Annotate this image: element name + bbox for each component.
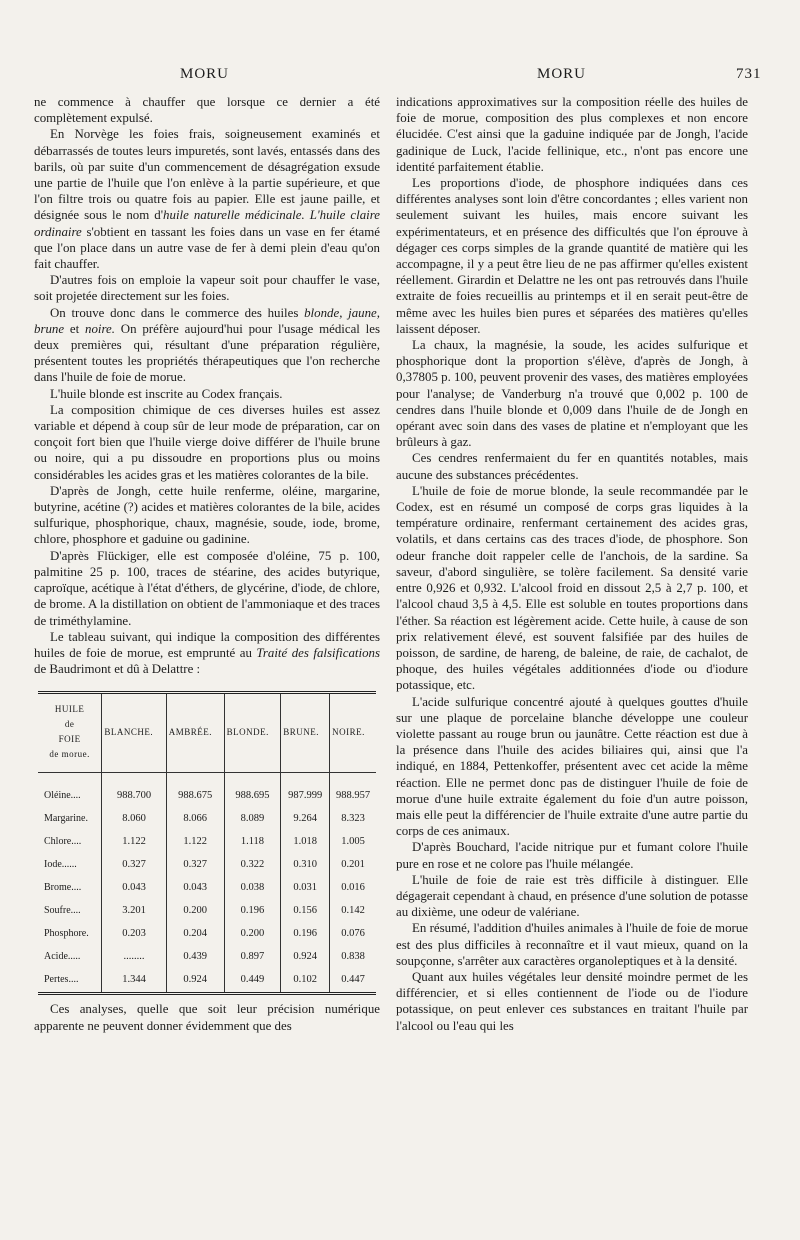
table-cell: 0.076 <box>341 928 365 940</box>
paragraph: indications approximatives sur la composition réelle des huiles de foie de morue, composition des plus complexes et non encore élucidée. C'est ainsi que la gaduine indiquée par de Jongh, l'acide gadinique de Luck, l'acide fellinique, etc., n'ont pas encore une identité parfaitement établie. <box>396 95 748 174</box>
left-column <box>34 94 380 1034</box>
page-number: 731 <box>736 66 762 82</box>
paragraph: En Norvège les foies frais, soigneusement examinés et débarrassés de toutes leurs impuretés, sont lavés, entassés dans des barils, où par suite d'un commencement de désagrégation exsude une partie de l'huile que l'on enlève à la partie supérieure, et que l'on filtre trois ou quatre fois au papier. Elle est jaune paille, et désignée sous le nom d'huile naturelle médicinale. L'huile claire ordinaire s'obtient en tassant les foies dans un vase en fer étamé que l'on place dans un autre vase de fer à demi plein d'eau qu'on fait chauffer. <box>34 127 381 272</box>
table-cell: 0.203 <box>102 923 166 946</box>
table-cell: 0.924 <box>281 946 330 969</box>
table-cell: 0.322 <box>224 854 281 877</box>
row-label: Oléine.... <box>38 773 102 809</box>
table-cell: 0.449 <box>224 969 281 994</box>
table-cell: 8.066 <box>166 808 224 831</box>
table-cell: 0.200 <box>224 923 281 946</box>
table-corner-header: HUILE de FOIE de morue. <box>38 693 102 773</box>
table-cell: 9.264 <box>281 808 330 831</box>
paragraph: Ces cendres renfermaient du fer en quantités notables, mais aucune des substances précédentes. <box>396 451 748 482</box>
table-row <box>38 900 376 923</box>
table-row <box>38 808 376 831</box>
row-label: Brome.... <box>38 877 102 900</box>
table-cell: 0.327 <box>166 854 224 877</box>
table-cell: 0.204 <box>166 923 224 946</box>
paragraph: Quant aux huiles végétales leur densité moindre permet de les différencier, et si elles contiennent de l'iode ou de l'iodure potassique, on peut enlever ces substances en traitant l'huile par l'alcool ou l'eau qui les <box>396 969 748 1033</box>
row-label: Chlore.... <box>38 831 102 854</box>
table-cell: 8.060 <box>102 808 166 831</box>
paragraph: D'après de Jongh, cette huile renferme, oléine, margarine, butyrine, acétine (?) acides et matières colorantes de la bile, acides sulfurique, phosphorique, chaux, magnésie, soude, iode, brome, chlore, phosphore et gaduine ou gadinine. <box>34 483 380 547</box>
table-row <box>38 877 376 900</box>
column-header: BLONDE. <box>224 693 281 773</box>
table-cell: 1.005 <box>341 836 365 848</box>
table-cell: 0.201 <box>341 859 365 871</box>
table-row <box>38 946 376 969</box>
table-cell: 0.439 <box>166 946 224 969</box>
table-row <box>38 773 376 809</box>
table-cell: 988.957 <box>336 790 371 802</box>
paragraph: Le tableau suivant, qui indique la composition des différentes huiles de foie de morue, est emprunté au Traité des falsifications de Baudrimont et dû à Delattre : <box>34 629 380 677</box>
table-cell: 988.695 <box>224 773 281 809</box>
row-label: Margarine. <box>38 808 102 831</box>
table-cell: 988.675 <box>166 773 224 809</box>
table-cell: 0.196 <box>224 900 281 923</box>
table-cell: 1.344 <box>102 969 166 994</box>
table-cell: 1.018 <box>281 831 330 854</box>
table-row <box>38 831 376 854</box>
table-cell: 988.700 <box>102 773 166 809</box>
table-row <box>38 923 376 946</box>
table-cell: 0.897 <box>224 946 281 969</box>
table-cell: 0.102 <box>281 969 330 994</box>
paragraph: L'huile blonde est inscrite au Codex français. <box>50 386 283 401</box>
running-head-right: MORU <box>537 66 587 82</box>
column-header: NOIRE. <box>330 693 376 773</box>
table-cell: 0.327 <box>102 854 166 877</box>
oil-composition-table <box>38 691 376 995</box>
paragraph: L'huile de foie de morue blonde, la seule recommandée par le Codex, est en résumé un composé de corps gras liquides à la température ordinaire, renfermant certainement des acides gras, volatils, et dans certains cas des traces d'iode, de phosphore. Son odeur franche doit rappeler celle de l'anchois, de la sardine. Sa saveur, d'abord singulière, se tolère facilement. Sa densité varie entre 0,926 et 0,932. L'alcool froid en dissout 2,5 à 2,7 p. 100, et l'alcool chaud 3,5 à 4,5. Elle est soluble en toutes proportions dans l'éther. Sa réaction est légèrement acide. Cette huile, à cause de son prix relativement élevé, est souvent falsifiée par des huiles de poisson, de sardine, de hareng, de baleine, de raie, de cachalot, de phoque, des huiles végétales additionnées d'iode ou d'iodure potassique, etc. <box>396 483 748 693</box>
paragraph: Les proportions d'iode, de phosphore indiquées dans ces différentes analyses sont loin d'être concordantes ; elles varient non seulement suivant les huiles, mais encore suivant les expérimentateurs, et en présence des difficultés que l'on éprouve à dégager ces corps simples de la grande quantité de matière qui les accompagne, il y a peut être lieu de ne pas affirmer qu'elles existent réellement. Girardin et Delattre ne les ont pas retrouvés dans l'huile extraite de foies recueillis au printemps et il en serait peut-être de même avec les huiles bien pures et séparées des matières qu'elles laissent déposer. <box>396 176 748 336</box>
paragraph: La chaux, la magnésie, la soude, les acides sulfurique et phosphorique dont la proportion s'élève, d'après de Jongh, à 0,37805 p. 100, peuvent provenir des vases, des matières employées pour l'analyse; de Vanderburg n'a trouvé que 0,002 p. 100 de cendres dans l'huile blonde et 0,009 dans l'huile de de Jongh en opérant avec soin dans des vases de platine et n'employant que les brûleurs à gaz. <box>396 338 748 450</box>
column-header: AMBRÉE. <box>166 693 224 773</box>
table-cell: 0.924 <box>166 969 224 994</box>
running-head-left: MORU <box>180 66 230 82</box>
paragraph: D'après Flückiger, elle est composée d'oléine, 75 p. 100, palmitine 25 p. 100, traces de stéarine, des acides butyrique, caproïque, acétique à l'état d'éthers, de glycérine, d'iode, de chlore, de brome. A la distillation on obtient de l'ammoniaque et des traces de triméthylamine. <box>34 548 380 628</box>
paragraph: On trouve donc dans le commerce des huiles blonde, jaune, brune et noire. On préfère aujourd'hui pour l'usage médical les deux premières qui, résultant d'une préparation régulière, présentent toutes les propriétés thérapeutiques que l'on recherche dans l'huile de foie de morue. <box>34 305 381 385</box>
table-cell: 0.038 <box>224 877 281 900</box>
paragraph: La composition chimique de ces diverses huiles est assez variable et dépend à coup sûr de leur mode de préparation, car on conçoit fort bien que l'huile vierge doive différer de l'huile brune ou noire, qui a pu dissoudre en proportions plus ou moins considérables les acides gras et les matières colorantes de la bile. <box>34 402 380 482</box>
paragraph: D'après Bouchard, l'acide nitrique pur et fumant colore l'huile pure en rose et ne colore pas l'huile mélangée. <box>396 840 748 871</box>
row-label: Phosphore. <box>38 923 102 946</box>
table-cell: 1.122 <box>166 831 224 854</box>
table-cell: 3.201 <box>102 900 166 923</box>
column-header: BRUNE. <box>281 693 330 773</box>
row-label: Soufre.... <box>38 900 102 923</box>
paragraph: ne commence à chauffer que lorsque ce dernier a été complètement expulsé. <box>34 95 380 126</box>
table-cell: 0.156 <box>281 900 330 923</box>
table-row <box>38 854 376 877</box>
row-label: Iode...... <box>38 854 102 877</box>
table-cell: 0.043 <box>102 877 166 900</box>
paragraph: En résumé, l'addition d'huiles animales à l'huile de foie de morue est des plus difficiles à reconnaître et il vaut mieux, quand on la soupçonne, s'arrêter aux caractères organoleptiques et à la densité. <box>396 921 748 968</box>
table-cell: ........ <box>102 946 166 969</box>
table-cell: 1.118 <box>224 831 281 854</box>
table-cell: 1.122 <box>102 831 166 854</box>
table-cell: 8.089 <box>224 808 281 831</box>
table-cell: 0.838 <box>341 951 365 963</box>
paragraph: L'acide sulfurique concentré ajouté à quelques gouttes d'huile sur une plaque de porcelaine blanche développe une couleur violette passant au rouge brun ou jaunâtre. Cette réaction est due à la présence dans l'huile des acides biliaires qui, ainsi que l'a indiqué, en 1884, Pettenkoffer, présentent avec cet acide la même réaction. Elle ne permet donc pas de distinguer l'huile de foie de morue d'une huile extraite également du foie d'un autre poisson, mais elle peut la différencier de l'huile extraite d'une autre partie du corps de ces animaux. <box>396 694 748 839</box>
paragraph: Ces analyses, quelle que soit leur précision numérique apparente ne peuvent donner évidemment que des <box>34 1002 380 1033</box>
table-cell: 0.200 <box>166 900 224 923</box>
column-header: BLANCHE. <box>102 693 166 773</box>
paragraph: D'autres fois on emploie la vapeur soit pour chauffer le vase, soit projetée directement sur les foies. <box>34 273 380 304</box>
table-cell: 0.196 <box>281 923 330 946</box>
row-label: Pertes.... <box>38 969 102 994</box>
row-label: Acide..... <box>38 946 102 969</box>
table-cell: 0.031 <box>281 877 330 900</box>
table-cell: 8.323 <box>341 813 365 825</box>
table-cell: 0.043 <box>166 877 224 900</box>
table-cell: 0.310 <box>281 854 330 877</box>
paragraph: L'huile de foie de raie est très difficile à distinguer. Elle dégagerait cependant à chaud, en présence d'une solution de potasse au dixième, une odeur de valériane. <box>396 872 748 920</box>
right-column <box>396 94 748 1034</box>
table-cell: 0.016 <box>341 882 365 894</box>
table-row <box>38 969 376 994</box>
table-cell: 987.999 <box>281 773 330 809</box>
table-cell: 0.447 <box>341 974 365 986</box>
table-cell: 0.142 <box>341 905 365 917</box>
